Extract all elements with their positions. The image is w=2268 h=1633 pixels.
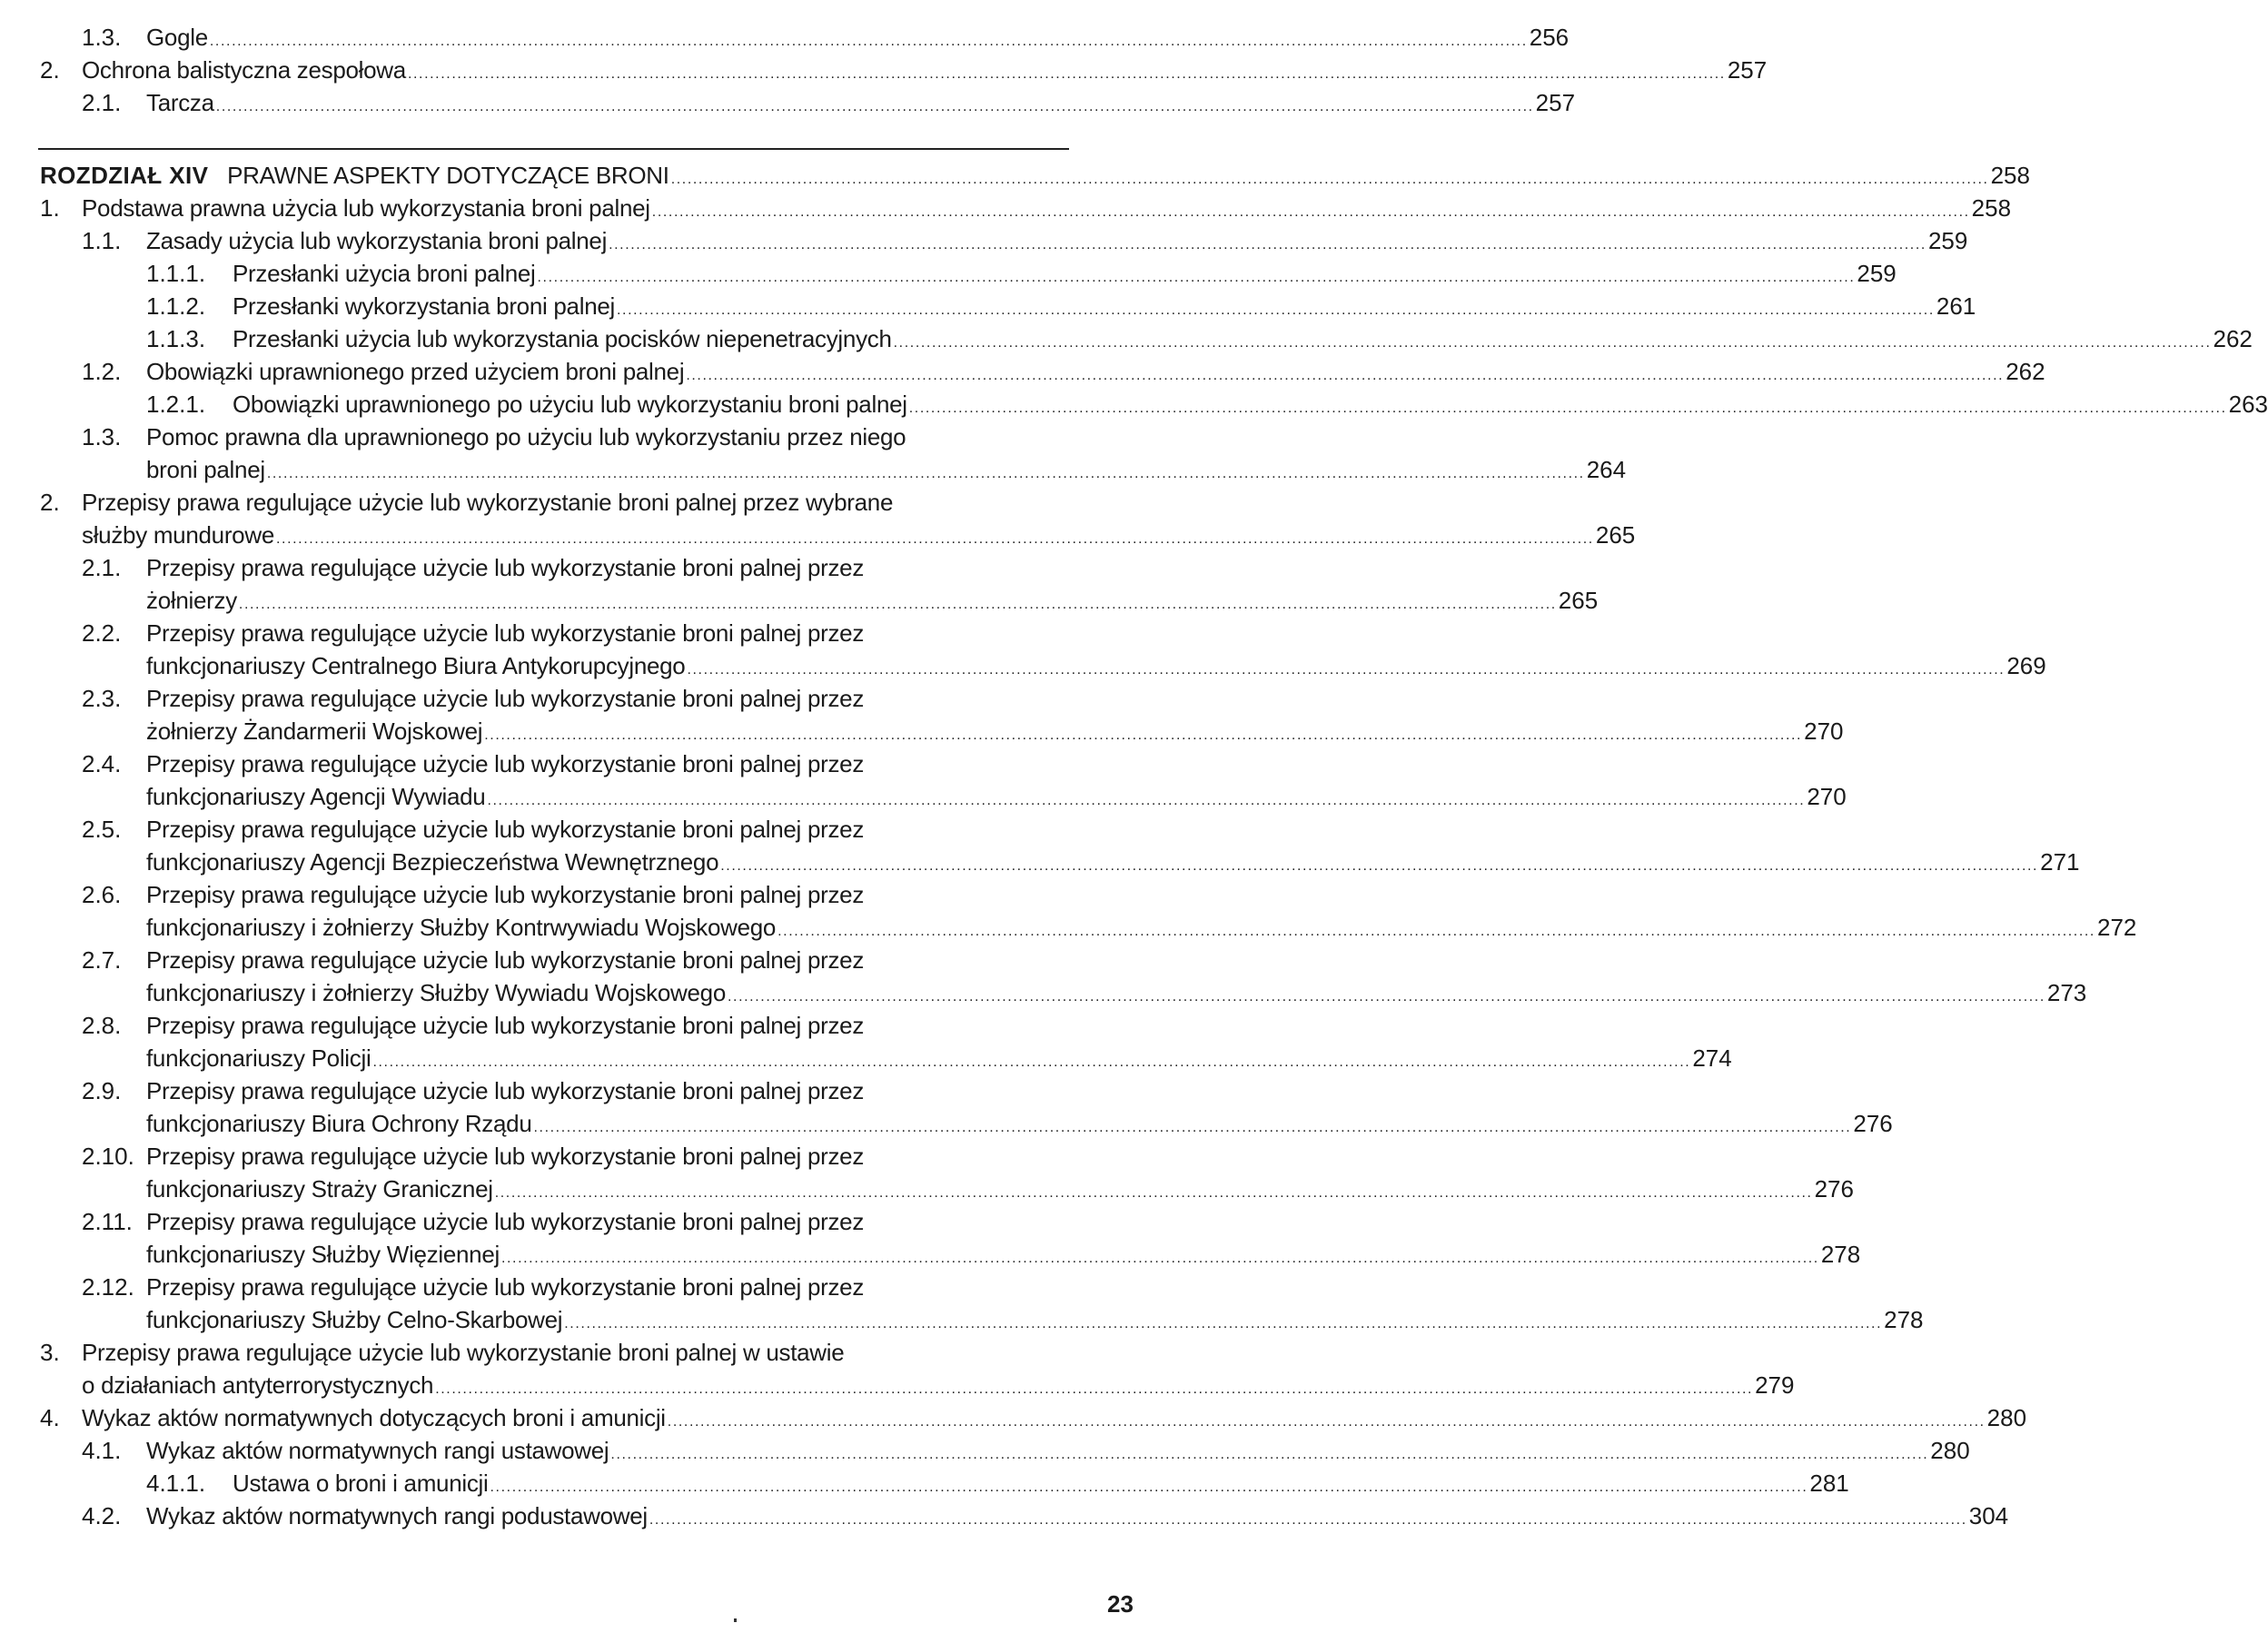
entry-title: Przesłanki wykorzystania broni palnej <box>233 292 615 320</box>
entry-title: funkcjonariuszy Służby Więziennej <box>146 1241 500 1268</box>
page-number[interactable]: 262 <box>2006 358 2045 385</box>
page-number[interactable]: 264 <box>1586 456 1627 483</box>
leader-dots <box>649 1504 1967 1537</box>
entry-body <box>146 421 1627 486</box>
entry-body <box>146 944 2087 1009</box>
entry-title: funkcjonariuszy i żołnierzy Służby Wywiadu Wojskowego <box>146 979 726 1006</box>
page-number[interactable]: 258 <box>1971 194 2012 222</box>
entry-title-line-final <box>146 715 1844 747</box>
chapter-line <box>40 159 2030 192</box>
entry-body <box>82 1401 2027 1434</box>
page-number[interactable]: 276 <box>1853 1110 1893 1137</box>
entry-title: Gogle <box>146 24 208 51</box>
entry-title-line-final <box>233 322 2253 355</box>
entry-title-line-final <box>82 1401 2027 1434</box>
entry-title: o działaniach antyterrorystycznych <box>82 1371 434 1399</box>
entry-title: Podstawa prawna użycia lub wykorzystania broni palnej <box>82 194 650 222</box>
entry-number: 1.1.3. <box>146 325 206 352</box>
entry-body <box>146 1140 1854 1205</box>
entry-body <box>146 1205 1861 1271</box>
page-number[interactable]: 257 <box>1535 89 1576 116</box>
entry-title-line: Przepisy prawa regulujące użycie lub wykorzystanie broni palnej przez <box>146 750 865 777</box>
page-folio: 23 <box>1107 1590 1134 1618</box>
entry-title-line-final <box>82 54 1768 86</box>
chapter-title-wrap <box>40 159 669 192</box>
entry-title: Wykaz aktów normatywnych rangi ustawowej <box>146 1437 609 1464</box>
entry-body <box>233 1467 1849 1499</box>
entry-title: Obowiązki uprawnionego przed użyciem broni palnej <box>146 358 685 385</box>
entry-body <box>233 322 2253 355</box>
entry-title: funkcjonariuszy i żołnierzy Służby Kontrwywiadu Wojskowego <box>146 914 777 941</box>
entry-title: funkcjonariuszy Policji <box>146 1044 371 1072</box>
page-number[interactable]: 270 <box>1807 783 1847 810</box>
page-number[interactable]: 280 <box>1930 1437 1970 1464</box>
entry-number: 1.1.2. <box>146 292 206 320</box>
entry-number: 2.5. <box>82 816 122 843</box>
entry-title-line-final <box>146 1238 1861 1271</box>
page-number[interactable]: 259 <box>1857 260 1897 287</box>
entry-body <box>82 486 1636 551</box>
entry-number: 2.9. <box>82 1077 122 1104</box>
entry-title-line: Przepisy prawa regulujące użycie lub wykorzystanie broni palnej przez <box>146 554 865 581</box>
entry-title-line-final <box>146 21 1570 54</box>
entry-title: funkcjonariuszy Służby Celno-Skarbowej <box>146 1306 563 1333</box>
entry-title: żołnierzy Żandarmerii Wojskowej <box>146 718 483 745</box>
entry-number: 3. <box>40 1339 60 1366</box>
entry-title: funkcjonariuszy Agencji Wywiadu <box>146 783 486 810</box>
leader-dots <box>216 91 1534 124</box>
entry-title-line-final <box>146 355 2045 388</box>
page-number[interactable]: 265 <box>1558 587 1599 614</box>
entry-number: 1.1.1. <box>146 260 206 287</box>
entry-title: funkcjonariuszy Agencji Bezpieczeństwa Wewnętrznego <box>146 848 719 876</box>
entry-title-line: Przepisy prawa regulujące użycie lub wykorzystanie broni palnej przez wybrane <box>82 489 894 516</box>
entry-number: 4. <box>40 1404 60 1431</box>
entry-body <box>233 290 1976 322</box>
page-number[interactable]: 274 <box>1692 1044 1732 1072</box>
entry-title-line-final <box>146 911 2137 944</box>
page-number[interactable]: 281 <box>1809 1470 1849 1497</box>
entry-title: Obowiązki uprawnionego po użyciu lub wykorzystaniu broni palnej <box>233 391 907 418</box>
entry-title-line-final <box>146 86 1576 119</box>
entry-body <box>146 86 1576 119</box>
entry-number: 2.10. <box>82 1143 134 1170</box>
entry-title-line-final <box>146 1303 1924 1336</box>
entry-title-line-final <box>82 1369 1795 1401</box>
page-number[interactable]: 278 <box>1820 1241 1861 1268</box>
chapter-gap <box>208 162 227 189</box>
page-number[interactable]: 273 <box>2046 979 2087 1006</box>
entry-title-line-final <box>233 290 1976 322</box>
entry-title-line: Przepisy prawa regulujące użycie lub wykorzystanie broni palnej przez <box>146 1273 865 1301</box>
entry-number: 2. <box>40 56 60 84</box>
page-number[interactable]: 279 <box>1755 1371 1795 1399</box>
entry-number: 2.8. <box>82 1012 122 1039</box>
entry-body <box>233 257 1897 290</box>
entry-title-line-final <box>233 257 1897 290</box>
page-number[interactable]: 262 <box>2213 325 2253 352</box>
entry-body <box>146 1009 1732 1074</box>
entry-body <box>146 617 2046 682</box>
entry-title-line: Przepisy prawa regulujące użycie lub wykorzystanie broni palnej przez <box>146 1143 865 1170</box>
entry-body <box>146 1271 1924 1336</box>
entry-number: 1. <box>40 194 60 222</box>
entry-number: 2.2. <box>82 619 122 647</box>
entry-title-line: Przepisy prawa regulujące użycie lub wykorzystanie broni palnej przez <box>146 946 865 974</box>
entry-title-line: Przepisy prawa regulujące użycie lub wykorzystanie broni palnej przez <box>146 685 865 712</box>
entry-title: Wykaz aktów normatywnych dotyczących broni i amunicji <box>82 1404 666 1431</box>
entry-body <box>146 878 2137 944</box>
entry-title-line-final <box>146 1107 1893 1140</box>
page-number[interactable]: 304 <box>1968 1502 2009 1529</box>
entry-number: 2.12. <box>82 1273 134 1301</box>
page-number[interactable]: 271 <box>2040 848 2080 876</box>
entry-body <box>146 21 1570 54</box>
entry-body <box>146 224 1968 257</box>
page-number[interactable]: 259 <box>1927 227 1968 254</box>
page-number[interactable]: 280 <box>1986 1404 2027 1431</box>
entry-title-line-final <box>146 1434 1970 1467</box>
chapter-title: PRAWNE ASPEKTY DOTYCZĄCE BRONI <box>227 162 669 189</box>
entry-title-line-final <box>82 192 2012 224</box>
entry-number: 2.7. <box>82 946 122 974</box>
entry-title-line-final <box>146 1173 1854 1205</box>
entry-number: 1.3. <box>82 423 122 450</box>
entry-title-line: Pomoc prawna dla uprawnionego po użyciu lub wykorzystaniu przez niego <box>146 423 906 450</box>
chapter-divider <box>38 148 1069 150</box>
entry-number: 2.3. <box>82 685 122 712</box>
entry-title-line: Przepisy prawa regulujące użycie lub wykorzystanie broni palnej w ustawie <box>82 1339 845 1366</box>
entry-number: 4.1. <box>82 1437 122 1464</box>
entry-number: 4.1.1. <box>146 1470 206 1497</box>
entry-body <box>146 551 1599 617</box>
entry-number: 1.2.1. <box>146 391 206 418</box>
entry-number: 4.2. <box>82 1502 122 1529</box>
entry-body <box>146 1074 1893 1140</box>
leader-dots <box>909 392 2227 425</box>
entry-title: służby mundurowe <box>82 521 274 549</box>
entry-title: Tarcza <box>146 89 214 116</box>
entry-title-line-final <box>146 1042 1732 1074</box>
entry-body <box>146 682 1844 747</box>
entry-title: broni palnej <box>146 456 265 483</box>
entry-body <box>146 1434 1970 1467</box>
entry-number: 2.11. <box>82 1208 133 1235</box>
entry-title-line: Przepisy prawa regulujące użycie lub wykorzystanie broni palnej przez <box>146 1208 865 1235</box>
entry-title-line-final <box>146 453 1627 486</box>
entry-title: Ochrona balistyczna zespołowa <box>82 56 406 84</box>
entry-title: funkcjonariuszy Centralnego Biura Antykorupcyjnego <box>146 652 686 679</box>
entry-title: Przesłanki użycia broni palnej <box>233 260 536 287</box>
entry-body <box>233 388 2268 421</box>
entry-number: 1.1. <box>82 227 122 254</box>
entry-title-line: Przepisy prawa regulujące użycie lub wykorzystanie broni palnej przez <box>146 1077 865 1104</box>
entry-title-line-final <box>233 1467 1849 1499</box>
entry-title-line: Przepisy prawa regulujące użycie lub wykorzystanie broni palnej przez <box>146 816 865 843</box>
entry-body <box>82 1336 1795 1401</box>
entry-number: 1.2. <box>82 358 122 385</box>
entry-body <box>82 54 1768 86</box>
entry-title-line-final <box>146 846 2080 878</box>
entry-title-line-final <box>146 780 1847 813</box>
page-number[interactable]: 278 <box>1884 1306 1924 1333</box>
entry-body <box>146 1499 2009 1532</box>
entry-title-line-final <box>146 649 2046 682</box>
entry-title: Zasady użycia lub wykorzystania broni palnej <box>146 227 608 254</box>
entry-title-line-final <box>146 1499 2009 1532</box>
chapter-body <box>40 159 2030 192</box>
entry-title: Wykaz aktów normatywnych rangi podustawowej <box>146 1502 648 1529</box>
chapter-label: ROZDZIAŁ XIV <box>40 162 209 189</box>
entry-title: Ustawa o broni i amunicji <box>233 1470 489 1497</box>
page-number[interactable]: 263 <box>2228 391 2268 418</box>
scan-speck <box>734 1618 737 1622</box>
page-number[interactable]: 257 <box>1727 56 1768 84</box>
page-number[interactable]: 256 <box>1529 24 1570 51</box>
entry-title: Przesłanki użycia lub wykorzystania pocisków niepenetracyjnych <box>233 325 892 352</box>
page-number[interactable]: 258 <box>1990 162 2030 189</box>
page-number[interactable]: 272 <box>2096 914 2137 941</box>
entry-title-line-final <box>82 519 1636 551</box>
page-number[interactable]: 269 <box>2006 652 2046 679</box>
entry-number: 2.4. <box>82 750 122 777</box>
entry-body <box>146 355 2045 388</box>
entry-body <box>146 747 1847 813</box>
entry-title: żołnierzy <box>146 587 237 614</box>
entry-number: 2.6. <box>82 881 122 908</box>
entry-title-line: Przepisy prawa regulujące użycie lub wykorzystanie broni palnej przez <box>146 619 865 647</box>
entry-title-line-final <box>146 224 1968 257</box>
entry-title-line: Przepisy prawa regulujące użycie lub wykorzystanie broni palnej przez <box>146 1012 865 1039</box>
entry-title: funkcjonariuszy Biura Ochrony Rządu <box>146 1110 532 1137</box>
entry-title-line-final <box>233 388 2268 421</box>
page-number[interactable]: 261 <box>1936 292 1976 320</box>
entry-title-line-final <box>146 976 2087 1009</box>
entry-body <box>146 813 2080 878</box>
entry-number: 2.1. <box>82 554 122 581</box>
entry-number: 2.1. <box>82 89 122 116</box>
page-number[interactable]: 265 <box>1595 521 1636 549</box>
page-number[interactable]: 276 <box>1814 1175 1854 1202</box>
entry-body <box>82 192 2012 224</box>
entry-number: 2. <box>40 489 60 516</box>
entry-number: 1.3. <box>82 24 122 51</box>
entry-title-line: Przepisy prawa regulujące użycie lub wykorzystanie broni palnej przez <box>146 881 865 908</box>
page-number[interactable]: 270 <box>1804 718 1844 745</box>
entry-title-line-final <box>146 584 1599 617</box>
entry-title: funkcjonariuszy Straży Granicznej <box>146 1175 493 1202</box>
